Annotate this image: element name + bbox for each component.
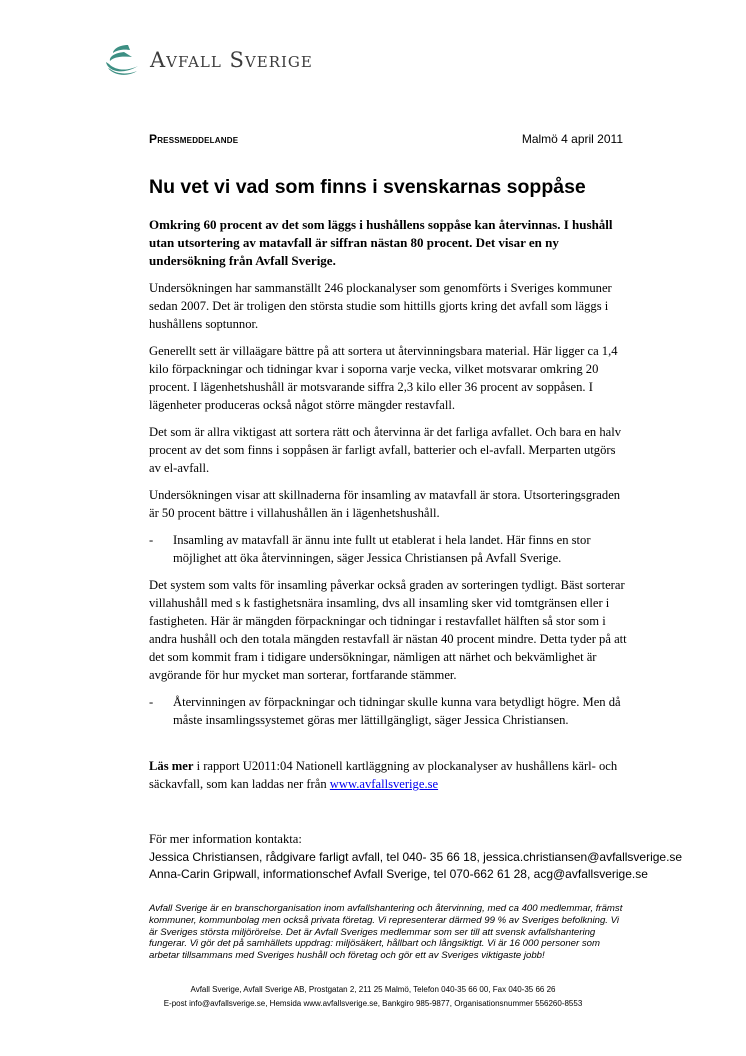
article-body <box>149 216 629 802</box>
read-more-label: Läs mer <box>149 759 194 773</box>
quote-dash: - <box>149 533 154 547</box>
footer-contact: E-post info@avfallsverige.se, Hemsida www.avfallsverige.se, Bankgiro 985-9877, Organisationsnummer 556260-8553 <box>163 999 583 1008</box>
quote-2-text: Återvinningen av förpackningar och tidningar skulle kunna vara betydligt högre. Men då måste insamlingssystemet göras mer lättillgängligt, säger Jessica Christiansen. <box>173 695 621 727</box>
release-date: Malmö 4 april 2011 <box>521 132 623 146</box>
paragraph-2: Generellt sett är villaägare bättre på att sortera ut återvinningsbara material. Här ligger ca 1,4 kilo förpackningar och tidningar kvar i soporna varje vecka, vilket motsvarar omkring 20 procent. I lägenhetshushåll är motsvarande siffra 2,3 kilo eller 36 procent av soppåsen. I lägenheter produceras också något större mängder restavfall. <box>149 344 618 412</box>
wave-logo-icon <box>104 42 142 78</box>
paragraph-4: Undersökningen visar att skillnaderna för insamling av matavfall är stora. Utsorteringsgraden är 50 procent bättre i villahushållen än i lägenhetshushåll. <box>149 488 621 520</box>
quote-1-text: Insamling av matavfall är ännu inte fullt ut etablerat i hela landet. Här finns en stor möjlighet att öka återvinningen, säger Jessica Christiansen på Avfall Sverige. <box>173 533 591 565</box>
headline: Nu vet vi vad som finns i svenskarnas soppåse <box>149 176 586 198</box>
paragraph-5: Det system som valts för insamling påverkar också graden av sorteringen tydligt. Bäst sorterar villahushåll med s k fastighetsnära insamling, dvs all insamling sker vid tomtgränsen eller i fastigheten. Här är mängden förpackningar och tidningar i restavfallet hälften så stor som i andra hushåll och den totala mängden restavfall är nästan 40 procent mindre. Detta tyder på att det som kommit fram i tidigare undersökningar, nämligen att närhet och bekvämlighet är avgörande för hur mycket man sorterar, fortfarande stämmer. <box>149 578 627 682</box>
quote-dash: - <box>149 695 154 709</box>
header-row <box>149 132 623 146</box>
press-release-label: Pressmeddelande <box>149 132 239 146</box>
logo-text: Avfall Sverige <box>150 48 313 72</box>
contact-person-2: Anna-Carin Gripwall, informationschef Avfall Sverige, tel 070-662 61 28, acg@avfallsverige.se <box>149 867 648 881</box>
paragraph-1: Undersökningen har sammanställt 246 plockanalyser som genomförts i Sveriges kommuner sedan 2007. Det är troligen den största studie som hittills gjorts kring det avfall som läggs i hushållens soptunnor. <box>149 281 612 331</box>
lead-paragraph: Omkring 60 procent av det som läggs i hushållens soppåse kan återvinnas. I hushåll utan utsortering av matavfall är siffran nästan 80 procent. Det visar en ny undersökning från Avfall Sverige. <box>149 217 613 268</box>
quote-1 <box>149 531 629 567</box>
contact-person-1: Jessica Christiansen, rådgivare farligt avfall, tel 040- 35 66 18, jessica.christiansen@avfallsverige.se <box>149 850 683 864</box>
footer-address: Avfall Sverige, Avfall Sverige AB, Prostgatan 2, 211 25 Malmö, Telefon 040-35 66 00, Fax 040-35 66 26 <box>190 985 556 994</box>
contact-label: För mer information kontakta: <box>149 832 302 846</box>
website-link[interactable]: www.avfallsverige.se <box>329 777 439 791</box>
paragraph-3: Det som är allra viktigast att sortera rätt och återvinna är det farliga avfallet. Och bara en halv procent av det som finns i soppåsen är farligt avfall, batterier och el-avfall. Merparten utgörs av el-avfall. <box>149 425 622 475</box>
read-more-paragraph <box>149 757 629 793</box>
read-more-text: i rapport U2011:04 Nationell kartläggning av plockanalyser av hushållens kärl- och säckavfall, som kan laddas ner från <box>149 759 618 791</box>
quote-2 <box>149 693 629 729</box>
about-organisation: Avfall Sverige är en branschorganisation inom avfallshantering och återvinning, med ca 400 medlemmar, främst kommuner, kommunbolag men också privata företag. Vi representerar därmed 99 % av Sveriges befolkning. Vi är Sveriges största miljörörelse. Det är Avfall Sveriges medlemmar som ser till att svensk avfallshantering fungerar. Vi gör det på samhällets uppdrag: miljösäkert, hållbart och långsiktigt. Vi är 16 000 personer som arbetar tillsammans med Sveriges hushåll och företag och gör ett av Sveriges viktigaste jobb! <box>149 903 623 962</box>
logo <box>104 40 313 80</box>
